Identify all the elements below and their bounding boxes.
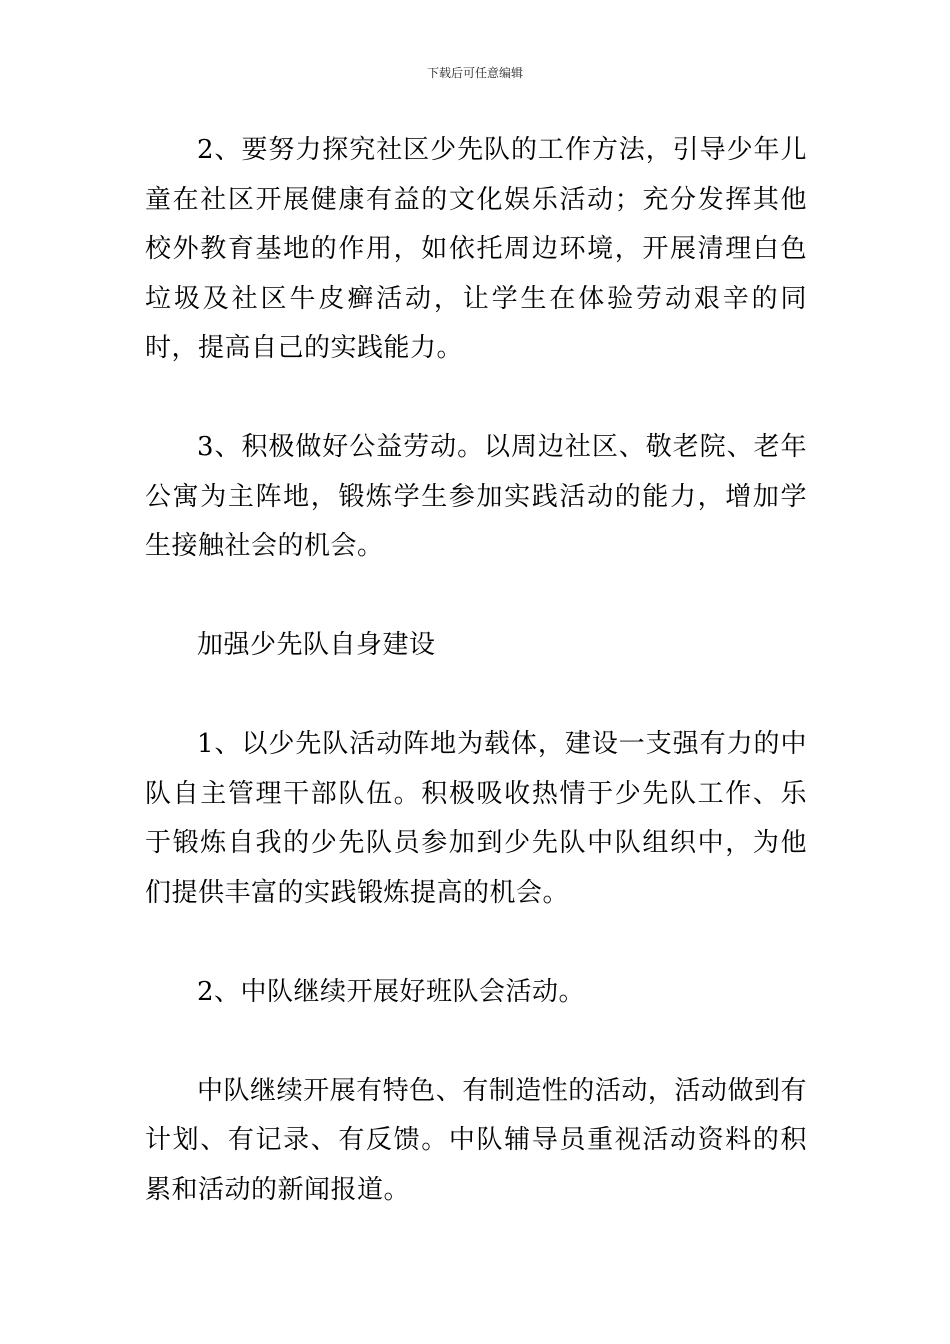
paragraph-class-meetings: 2、中队继续开展好班队会活动。 — [197, 976, 586, 1007]
paragraph-gap — [145, 572, 807, 622]
paragraph-gap — [145, 671, 807, 721]
paragraph-gap — [145, 918, 807, 968]
page-header-note: 下载后可任意编辑 — [426, 66, 523, 80]
paragraph-public-welfare-labor: 3、积极做好公益劳动。以周边社区、敬老院、老年公寓为主阵地，锻炼学生参加实践活动的能力，增加学生接触社会的机会。 — [145, 432, 807, 561]
paragraph-cadre-team: 1、以少先队活动阵地为载体，建设一支强有力的中队自主管理干部队伍。积极吸收热情于少先队工作、乐于锻炼自我的少先队员参加到少先队中队组织中，为他们提供丰富的实践锻炼提高的机会。 — [145, 729, 807, 908]
paragraph-featured-activities: 中队继续开展有特色、有制造性的活动，活动做到有计划、有记录、有反馈。中队辅导员重视活动资料的积累和活动的新闻报道。 — [145, 1075, 807, 1205]
paragraph-community-work-methods: 2、要努力探究社区少先队的工作方法，引导少年儿童在社区开展健康有益的文化娱乐活动；充分发挥其他校外教育基地的作用，如依托周边环境，开展清理白色垃圾及社区牛皮癣活动，让学生在体验劳动艰辛的同时，提高自己的实践能力。 — [145, 135, 807, 363]
section-heading: 加强少先队自身建设 — [197, 630, 436, 660]
paragraph-gap — [145, 374, 807, 424]
paragraph-gap — [145, 1017, 807, 1067]
document-body — [145, 126, 807, 1215]
